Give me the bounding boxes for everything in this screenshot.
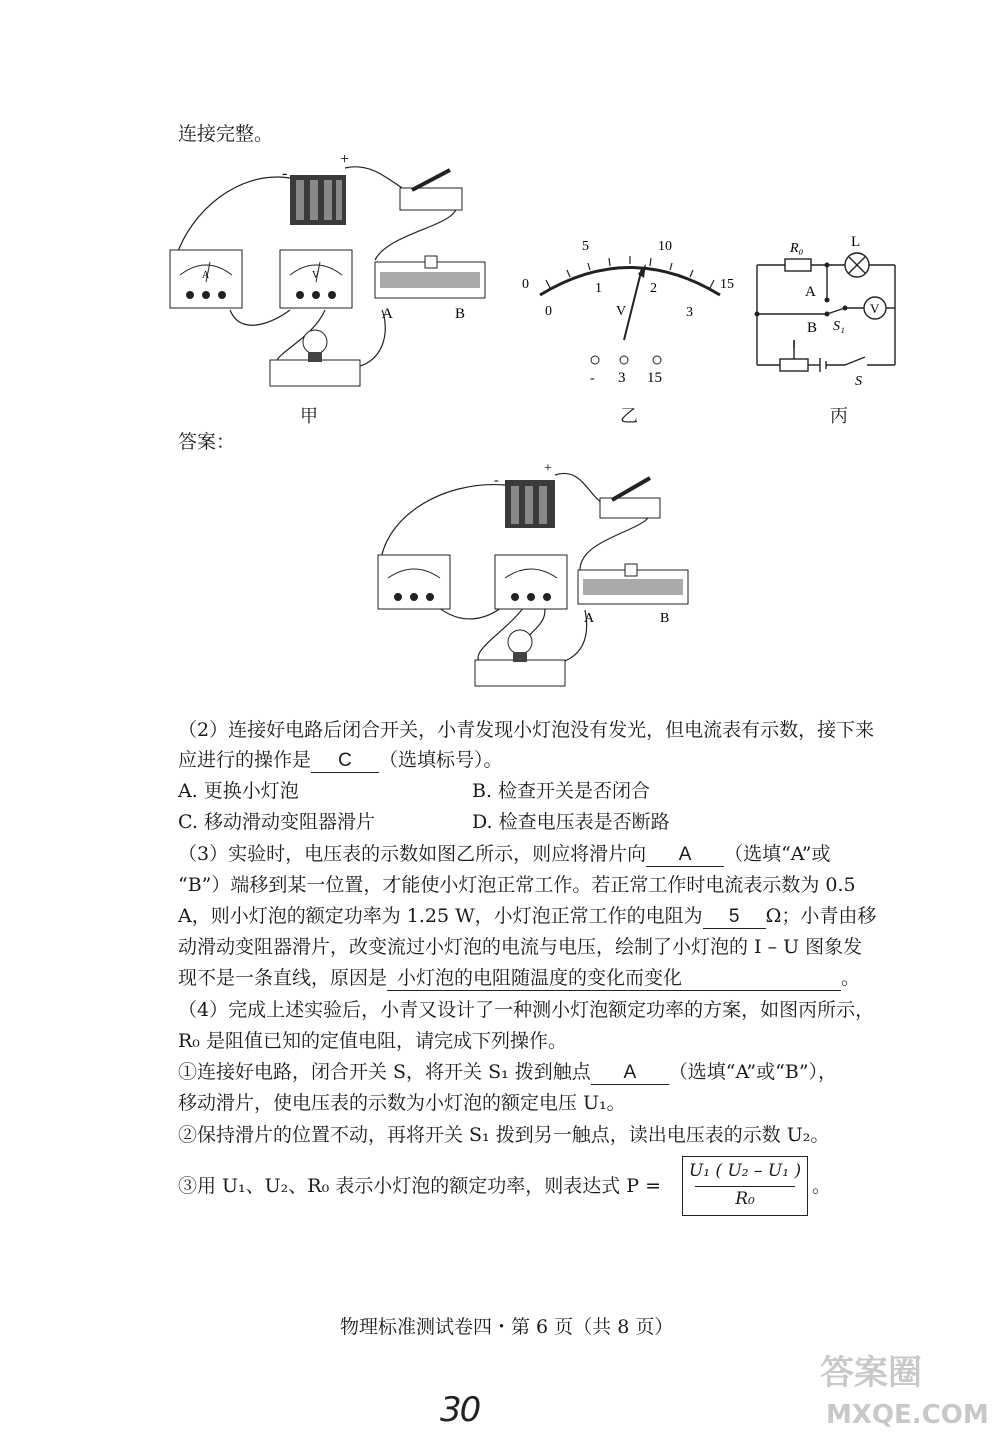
q4-step3-text: ③用 U₁、U₂、R₀ 表示小灯泡的额定功率，则表达式 P = <box>178 1175 662 1197</box>
answer-label: 答案： <box>178 431 236 453</box>
formula-denominator: R₀ <box>735 1189 755 1209</box>
q3-line3 <box>178 902 876 931</box>
answer-terminal-b: B <box>660 611 670 626</box>
dial-needle <box>624 268 642 340</box>
q4-step1-line2: 移动滑片，使电压表的示数为小灯泡的额定电压 U₁。 <box>178 1092 626 1114</box>
battery-minus-label: - <box>282 165 288 182</box>
dial-top-15: 15 <box>720 277 734 292</box>
figure-bing-schematic <box>745 230 930 390</box>
q3-l5-suffix: 。 <box>841 967 861 989</box>
figure-yi-voltmeter-dial <box>510 230 740 390</box>
q3-line5 <box>178 964 860 993</box>
rheostat-terminal-a: A <box>382 306 393 322</box>
q2-option-b: B. 检查开关是否闭合 <box>472 780 651 802</box>
q2-prefix: 应进行的操作是 <box>178 749 312 771</box>
lamp-label: L <box>851 234 861 250</box>
svg-text:A: A <box>202 270 210 281</box>
q4-step1-suffix: （选填“A”或“B”）， <box>668 1061 838 1083</box>
q3-l3-prefix: A，则小灯泡的额定功率为 1.25 W，小灯泡正常工作的电阻为 <box>178 905 703 927</box>
battery-plus-label: + <box>340 151 350 168</box>
terminal-15: 15 <box>647 370 662 386</box>
intro-text: 连接完整。 <box>178 123 274 145</box>
figure-yi-caption: 乙 <box>620 406 638 427</box>
terminal-3: 3 <box>618 370 626 386</box>
dial-top-10: 10 <box>658 239 672 254</box>
figure-jia-circuit <box>150 150 510 405</box>
q4-step1-prefix: ①连接好电路，闭合开关 S，将开关 S₁ 拨到触点 <box>178 1061 591 1083</box>
dial-top-0: 0 <box>522 277 529 292</box>
rheostat-terminal-b: B <box>455 306 466 322</box>
q2-line1: （2）连接好电路后闭合开关，小青发现小灯泡没有发光，但电流表有示数，接下来 <box>178 719 875 741</box>
q4-line2: R₀ 是阻值已知的定值电阻，请完成下列操作。 <box>178 1030 567 1052</box>
answer-battery-minus: - <box>494 473 499 488</box>
watermark-domain: MXQE.COM <box>826 1400 989 1430</box>
q2-line2 <box>178 746 503 775</box>
q2-option-c: C. 移动滑动变阻器滑片 <box>178 811 375 833</box>
q2-option-a: A. 更换小灯泡 <box>178 780 299 802</box>
q4-step2: ②保持滑片的位置不动，再将开关 S₁ 拨到另一触点，读出电压表的示数 U₂。 <box>178 1124 830 1146</box>
answer-battery-plus: + <box>544 461 552 476</box>
page-footer: 物理标准测试卷四・第 6 页（共 8 页） <box>340 1316 674 1338</box>
s1-label: S₁ <box>833 319 845 334</box>
svg-text:V: V <box>312 270 320 281</box>
figure-bing-caption: 丙 <box>830 406 848 427</box>
q3-line4: 动滑动变阻器滑片，改变流过小灯泡的电流与电压，绘制了小灯泡的 I – U 图象发 <box>178 936 863 958</box>
dial-bottom-3: 3 <box>686 305 693 320</box>
s-label: S <box>855 374 862 389</box>
dial-bottom-1: 1 <box>595 281 602 296</box>
r0-label: R₀ <box>790 241 804 256</box>
dial-bottom-2: 2 <box>650 281 657 296</box>
contact-a-label: A <box>805 284 816 300</box>
q4-line1: （4）完成上述实验后，小青又设计了一种测小灯泡额定功率的方案，如图丙所示， <box>178 999 875 1021</box>
q3-answer-reason: 小灯泡的电阻随温度的变化而变化 <box>387 968 841 991</box>
q3-answer-resistance: 5 <box>703 906 766 929</box>
watermark-logo: 答案圈 <box>820 1353 922 1393</box>
answer-terminal-a: A <box>584 611 595 626</box>
q3-line2: “B”）端移到某一位置，才能使小灯泡正常工作。若正常工作时电流表示数为 0.5 <box>178 874 856 896</box>
q3-l1-suffix: （选填“A”或 <box>724 843 831 865</box>
q2-option-d: D. 检查电压表是否断路 <box>472 811 670 833</box>
formula-numerator: U₁ ( U₂ – U₁ ) <box>688 1161 802 1181</box>
q2-suffix: （选填标号）。 <box>379 749 503 771</box>
q4-step1 <box>178 1058 837 1087</box>
figure-jia-caption: 甲 <box>300 406 318 427</box>
formula-fraction-bar <box>695 1186 795 1187</box>
q3-l1-prefix: （3）实验时，电压表的示数如图乙所示，则应将滑片向 <box>178 843 647 865</box>
q3-l3-suffix: Ω；小青由移 <box>765 905 877 927</box>
contact-b-label: B <box>807 320 818 336</box>
terminal-minus: - <box>590 371 595 386</box>
q3-l5-prefix: 现不是一条直线，原因是 <box>178 967 388 989</box>
meter-v-label: V <box>870 301 880 316</box>
q4-step3-end: 。 <box>812 1175 832 1197</box>
dial-top-5: 5 <box>582 239 589 254</box>
power-formula-box <box>682 1156 808 1216</box>
q4-step1-answer: A <box>591 1062 669 1085</box>
q2-answer: C <box>311 750 379 773</box>
dial-unit: V <box>616 304 627 319</box>
handwritten-page-number: 30 <box>440 1390 480 1430</box>
q3-line1 <box>178 840 830 869</box>
dial-bottom-0: 0 <box>545 304 552 319</box>
q3-answer-direction: A <box>646 844 724 867</box>
answer-circuit-figure <box>360 460 700 695</box>
